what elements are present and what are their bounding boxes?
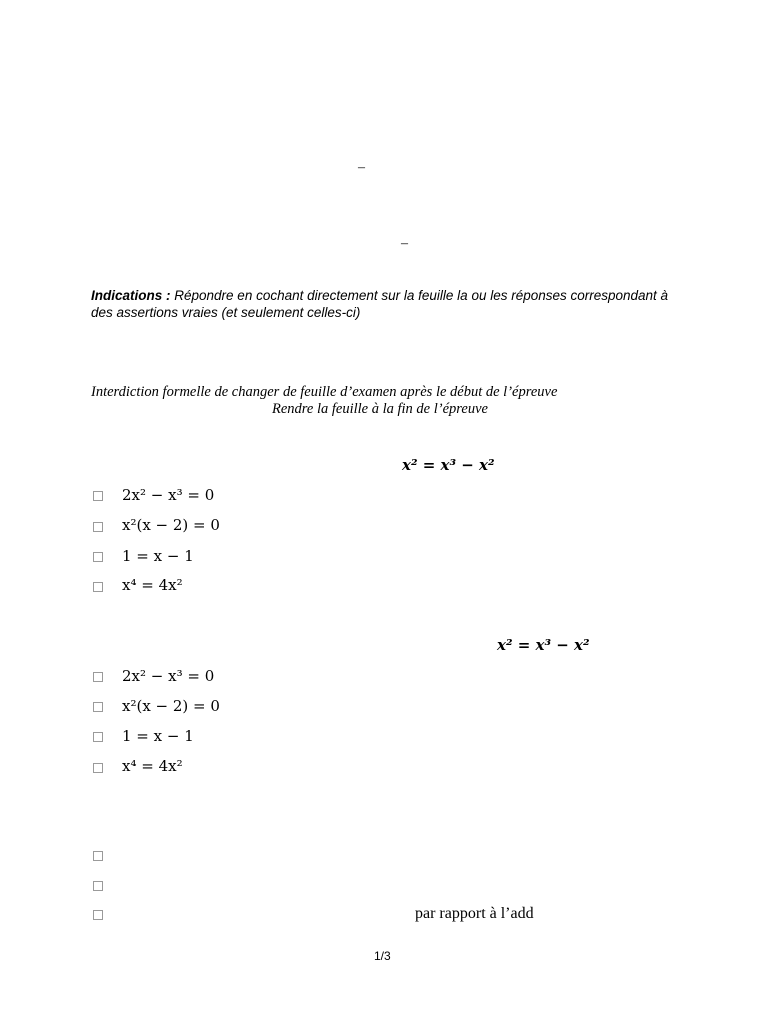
indications-line-2: des assertions vraies (et seulement celles-ci) [91, 305, 361, 320]
question-2-option-1: 2x² − x³ = 0 [122, 667, 215, 685]
question-3-option-1-checkbox[interactable] [93, 851, 103, 861]
page-number: 1/3 [374, 949, 391, 963]
question-1-option-4-checkbox[interactable] [93, 582, 103, 592]
dash-2: – [401, 236, 408, 251]
rules-line-1: Interdiction formelle de changer de feuille d’examen après le début de l’épreuve [91, 384, 558, 400]
indications-text-1: Répondre en cochant directement sur la feuille la ou les réponses correspondant à [170, 288, 669, 303]
question-1-option-2: x²(x − 2) = 0 [122, 516, 220, 534]
question-2-option-3-checkbox[interactable] [93, 732, 103, 742]
dash-1: – [358, 160, 365, 175]
question-2-option-4-checkbox[interactable] [93, 763, 103, 773]
question-2-option-4: x⁴ = 4x² [122, 757, 183, 775]
rules-line-2: Rendre la feuille à la fin de l’épreuve [272, 401, 488, 417]
question-1-equation: x² = x³ − x² [402, 456, 495, 474]
question-2-option-3: 1 = x − 1 [122, 727, 194, 745]
indications-label: Indications : [91, 288, 171, 303]
question-2-equation: x² = x³ − x² [497, 636, 590, 654]
question-1-option-3-checkbox[interactable] [93, 552, 103, 562]
question-2-option-2-checkbox[interactable] [93, 702, 103, 712]
question-1-option-1-checkbox[interactable] [93, 491, 103, 501]
question-3-option-3: par rapport à l’add [415, 905, 534, 922]
question-1-option-4: x⁴ = 4x² [122, 576, 183, 594]
question-2-option-1-checkbox[interactable] [93, 672, 103, 682]
question-1-option-2-checkbox[interactable] [93, 522, 103, 532]
question-3-option-2-checkbox[interactable] [93, 881, 103, 891]
indications-line-1 [91, 287, 668, 304]
question-1-option-3: 1 = x − 1 [122, 547, 194, 565]
question-1-option-1: 2x² − x³ = 0 [122, 486, 215, 504]
question-3-option-3-checkbox[interactable] [93, 910, 103, 920]
question-2-option-2: x²(x − 2) = 0 [122, 697, 220, 715]
